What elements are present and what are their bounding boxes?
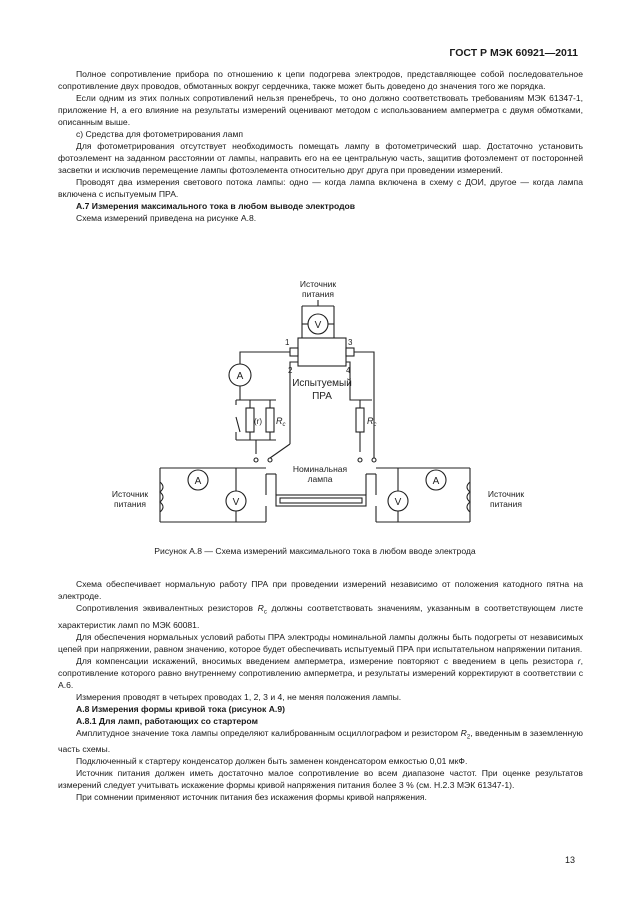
section-text-top [58, 68, 583, 224]
paragraph: Для фотометрирования отсутствует необходимость помещать лампу в фотометрический шар. Достаточно установить фотоэлемент на заданном расстоянии от лампы, направить его на ее центральную часть, защитив фотоэлемент от посторонней засветки и исключив перемещение лампы фотоэлемента относительно друг друга при проведении измерений. [58, 141, 583, 175]
section-heading: А.7 Измерения максимального тока в любом выводе электродов [76, 201, 356, 211]
ammeter-right-label: A [432, 476, 440, 487]
symbol-subscript: 2 [466, 734, 471, 741]
terminal-4: 4 [346, 366, 351, 375]
symbol: r [577, 655, 581, 666]
section-heading: А.8 Измерения формы кривой тока (рисунок А.9) [76, 703, 285, 714]
paragraph: Если одним из этих полных сопротивлений нельзя пренебречь, то оно должно соответствовать требованиям МЭК 61347-1, приложение Н, а его влияние на результаты измерений оценивают методом с использованием амперметра с двумя обмотками, описанным выше. [58, 93, 583, 127]
symbol: R [460, 727, 467, 738]
paragraph: с) Средства для фотометрирования ламп [76, 129, 244, 139]
section-heading: А.8.1 Для ламп, работающих со стартером [76, 715, 258, 726]
ammeter-left-label: A [194, 476, 202, 487]
voltmeter-right-label: V [394, 497, 402, 508]
figure-caption: Рисунок А.8 — Схема измерений максимального тока в любом вводе электрода [154, 546, 476, 556]
paragraph: При сомнении применяют источник питания без искажения формы кривой напряжения. [76, 792, 427, 803]
ammeter-center-label: A [236, 371, 244, 382]
paragraph: Сопротивления эквивалентных резисторов $R_c$ должны соответствовать значениям, указанным в соответствующем листе характеристик ламп по МЭК 60081. [58, 603, 583, 630]
symbol-subscript: c [263, 609, 267, 616]
voltmeter-left-label: V [232, 497, 240, 508]
terminal-3: 3 [348, 338, 353, 347]
rc-left-label: $R_c$ [276, 416, 286, 428]
paragraph: Для компенсации искажений, вносимых введением амперметра, измерение повторяют с введением в цепь резистора r, сопротивление которого равно внутреннему сопротивлению амперметра, и результаты измерений корректируют в соответствии с А.6. [58, 655, 583, 690]
r-label: (r) [254, 417, 262, 426]
paragraph: Для обеспечения нормальных условий работы ПРА электроды номинальной лампы должны быть подогреты от независимых цепей при напряжении, равном значению, которое будет обеспечивать испытуемый ПРА при испытательном напряжении питания. [58, 631, 583, 654]
paragraph: Измерения проводят в четырех проводах 1, 2, 3 и 4, не меняя положения лампы. [76, 691, 402, 702]
page-number: 13 [564, 855, 575, 865]
circuit-diagram [90, 272, 530, 532]
left-source-label: Источник питания [111, 489, 149, 509]
paragraph: Источник питания должен иметь достаточно малое сопротивление во всем диапазоне частот. При оценке результатов измерений следует учитывать искажение формы кривой напряжения питания более 3 % (см. Н.2.3 МЭК 61347-1). [58, 768, 583, 791]
paragraph: Амплитудное значение тока лампы определяют калиброванным осциллографом и резистором $R_2$, введенным в заземленную часть схемы. [58, 727, 584, 755]
symbol: R [257, 603, 264, 613]
paragraph: Полное сопротивление прибора по отношению к цепи подогрева электродов, представляющее собой последовательное сопротивление двух проводов, обмотанных вокруг сердечника, также может быть доведено до значения того же порядка. [58, 69, 583, 91]
terminal-1: 1 [285, 338, 290, 347]
rc-right-label: $R_c$ [367, 416, 377, 428]
terminal-2: 2 [288, 366, 293, 375]
ballast-label: Испытуемый ПРА [292, 378, 352, 402]
document-id: ГОСТ Р МЭК 60921—2011 [449, 47, 578, 59]
right-source-label: Источник питания [487, 489, 525, 509]
section-text-bottom [58, 578, 583, 803]
top-source-label: Источник питания [299, 279, 337, 299]
lamp-label: Номинальная лампа [292, 464, 348, 484]
voltmeter-top-label: V [314, 320, 322, 331]
paragraph: Схема обеспечивает нормальную работу ПРА при проведении измерений независимо от положения катодного пятна на электроде. [58, 579, 583, 601]
paragraph: Схема измерений приведена на рисунке А.8. [76, 213, 257, 223]
paragraph: Проводят два измерения светового потока лампы: одно — когда лампа включена в схему с ДОИ, другое — когда лампа включена с испытуемым ПРА. [58, 177, 583, 199]
paragraph: Подключенный к стартеру конденсатор должен быть заменен конденсатором емкостью 0,01 мкФ. [76, 756, 468, 767]
